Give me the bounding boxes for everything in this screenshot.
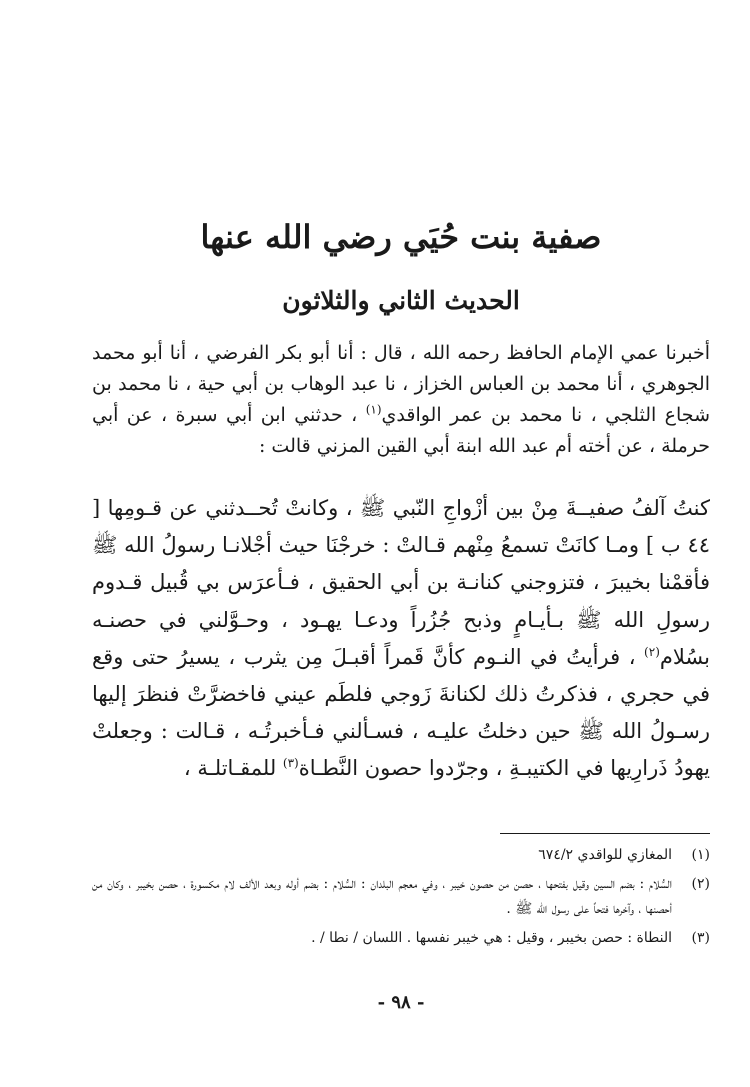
isnad-text-2: ، حدثني ابن أبي سبرة ، عن أبي حرملة ، عن أخته أم عبد الله ابنة أبي القين المزني قالت :: [92, 404, 710, 457]
page-number: - ٩٨ -: [377, 992, 425, 1013]
footnote-item: [92, 843, 710, 868]
matn-text-2: ، فرأيتُ في النـوم كأنَّ قَمراً أقبـلَ مِن يثرب ، يسيرُ حتى وقع في حجري ، فذكرتُ ذلك لكنانةَ زَوجي فلطَم عيني فاخضرَّتْ فنظرَ إليها رسـولُ الله ﷺ حين دخلتُ عليـه ، فسـألني فـأخبرتُـه ، قـالت : وجعلتْ يهودُ ذَرارِيها في الكتيبـةِ ، وجرّدوا حصون النَّطـاة: [92, 644, 710, 781]
book-page: [92, 0, 710, 1087]
footnote-separator: [500, 833, 710, 834]
footnotes-list: [92, 843, 710, 955]
footnote-item: [92, 926, 710, 951]
footnote-number: (٣): [691, 930, 710, 946]
matn-paragraph: [92, 490, 710, 788]
footnote-text: النطاة : حصن بخيبر ، وقيل : هي خيبر نفسها . اللسان / نطا / .: [311, 930, 672, 946]
footnote-number: (٢): [691, 876, 710, 892]
matn-text-1: كنتُ آلفُ صفيــةَ مِنْ بين أزْواجِ النّبي ﷺ ، وكانتْ تُحــدثني عن قـومِها [ ٤٤ ب ] ومـا كانَتْ تسمعُ مِنْهم قـالتْ : خرجْنَا حيث أجْلانـا رسولُ الله ﷺ فأقمْنا بخيبرَ ، فتزوجني كنانـة بن أبي الحقيق ، فـأعرَس بي قُبيل قـدوم رسولِ الله ﷺ بـأيـامٍ وذبح جُزُراً ودعـا يهـود ، وحـوَّلني في حصنـه بسُلام: [92, 496, 710, 669]
footnote-text: السُّلام : بضم السين وقيل بفتحها ، حصن من حصون خيبر ، وفي معجم البلدان : السُّلام : بضم أوله وبعد الألف لام مكسورة ، حصن بخيبر ، وكان من أحصنها ، وآخرها فتحاً على رسول الله ﷺ .: [92, 876, 672, 917]
hadith-heading: الحديث الثاني والثلاثون: [282, 286, 520, 315]
footnote-ref-2: (٢): [644, 644, 660, 659]
footnote-ref-3: (٣): [282, 756, 299, 771]
chapter-title: صفية بنت حُيَي رضي الله عنها: [200, 218, 602, 256]
isnad-paragraph: [92, 338, 710, 462]
footnote-ref-1: (١): [365, 402, 382, 417]
footnote-number: (١): [691, 847, 710, 863]
footnote-item: [92, 872, 710, 922]
footnote-text: المغازي للواقدي ٦٧٤/٢: [538, 847, 672, 863]
isnad-text-1: أخبرنا عمي الإمام الحافظ رحمه الله ، قال : أنا أبو بكر الفرضي ، أنا أبو محمد الجوهري ، أنا محمد بن العباس الخزاز ، نا عبد الوهاب بن أبي حية ، نا محمد بن شجاع الثلجي ، نا محمد بن عمر الواقدي: [92, 342, 710, 426]
matn-text-3: للمقـاتلـة ،: [183, 756, 283, 781]
